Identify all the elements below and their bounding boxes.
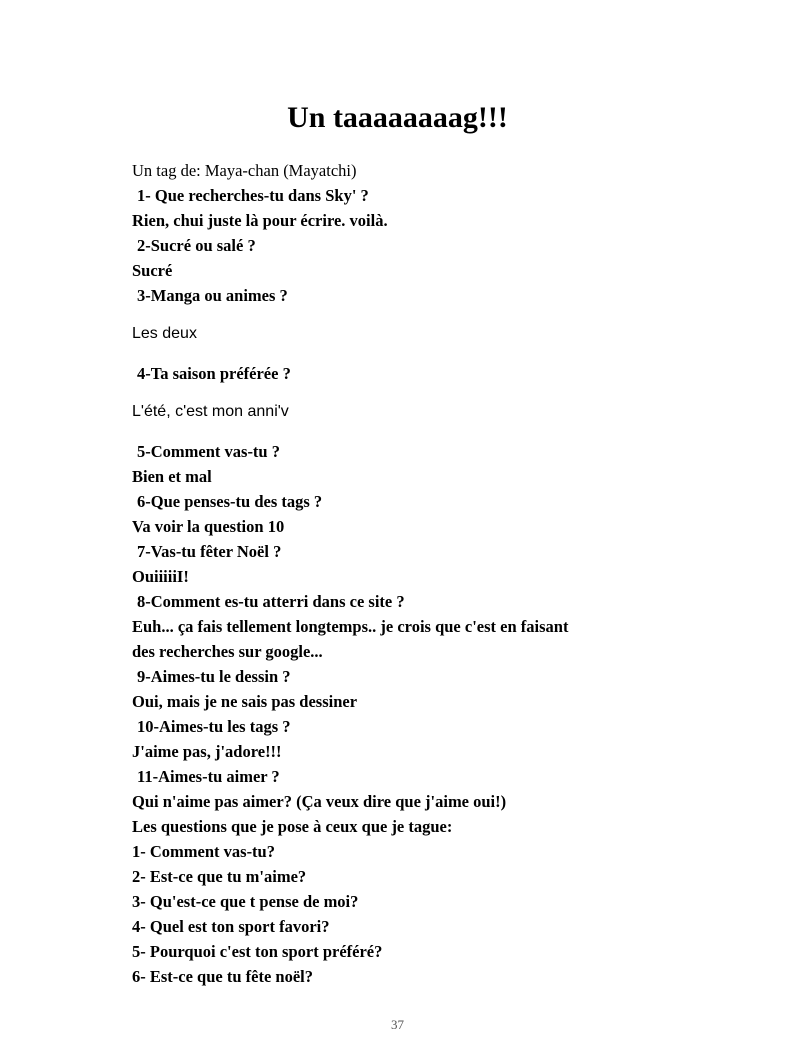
question-7: 7-Vas-tu fêter Noël ? [137,542,282,561]
answer-3: Les deux [132,325,197,342]
tagged-questions-heading: Les questions que je pose à ceux que je tague: [132,817,453,836]
tagged-question-3: 3- Qu'est-ce que t pense de moi? [132,892,359,911]
question-8: 8-Comment es-tu atterri dans ce site ? [137,592,405,611]
page-number: 37 [391,1017,404,1032]
tag-source: Un tag de: Maya-chan (Mayatchi) [132,161,357,180]
answer-11: Qui n'aime pas aimer? (Ça veux dire que j'aime oui!) [132,792,507,811]
question-11: 11-Aimes-tu aimer ? [137,767,280,786]
page-title: Un taaaaaaaag!!! [287,101,508,134]
question-9: 9-Aimes-tu le dessin ? [137,667,291,686]
answer-5: Bien et mal [132,467,212,486]
question-4: 4-Ta saison préférée ? [137,364,291,383]
question-10: 10-Aimes-tu les tags ? [137,717,291,736]
tagged-question-5: 5- Pourquoi c'est ton sport préféré? [132,942,383,961]
answer-1: Rien, chui juste là pour écrire. voilà. [132,211,388,230]
answer-8-line-1: Euh... ça fais tellement longtemps.. je crois que c'est en faisant [132,617,569,636]
question-1: 1- Que recherches-tu dans Sky' ? [137,186,369,205]
answer-2: Sucré [132,261,173,280]
question-2: 2-Sucré ou salé ? [137,236,256,255]
answer-10: J'aime pas, j'adore!!! [132,742,282,761]
answer-4: L'été, c'est mon anni'v [132,403,289,420]
tagged-question-6: 6- Est-ce que tu fête noël? [132,967,314,986]
question-3: 3-Manga ou animes ? [137,286,288,305]
question-5: 5-Comment vas-tu ? [137,442,280,461]
tagged-question-1: 1- Comment vas-tu? [132,842,275,861]
tagged-question-2: 2- Est-ce que tu m'aime? [132,867,307,886]
tagged-question-4: 4- Quel est ton sport favori? [132,917,330,936]
answer-8-line-2: des recherches sur google... [132,642,323,661]
answer-7: OuiiiiiI! [132,567,189,586]
answer-9: Oui, mais je ne sais pas dessiner [132,692,358,711]
question-6: 6-Que penses-tu des tags ? [137,492,323,511]
answer-6: Va voir la question 10 [132,517,285,536]
